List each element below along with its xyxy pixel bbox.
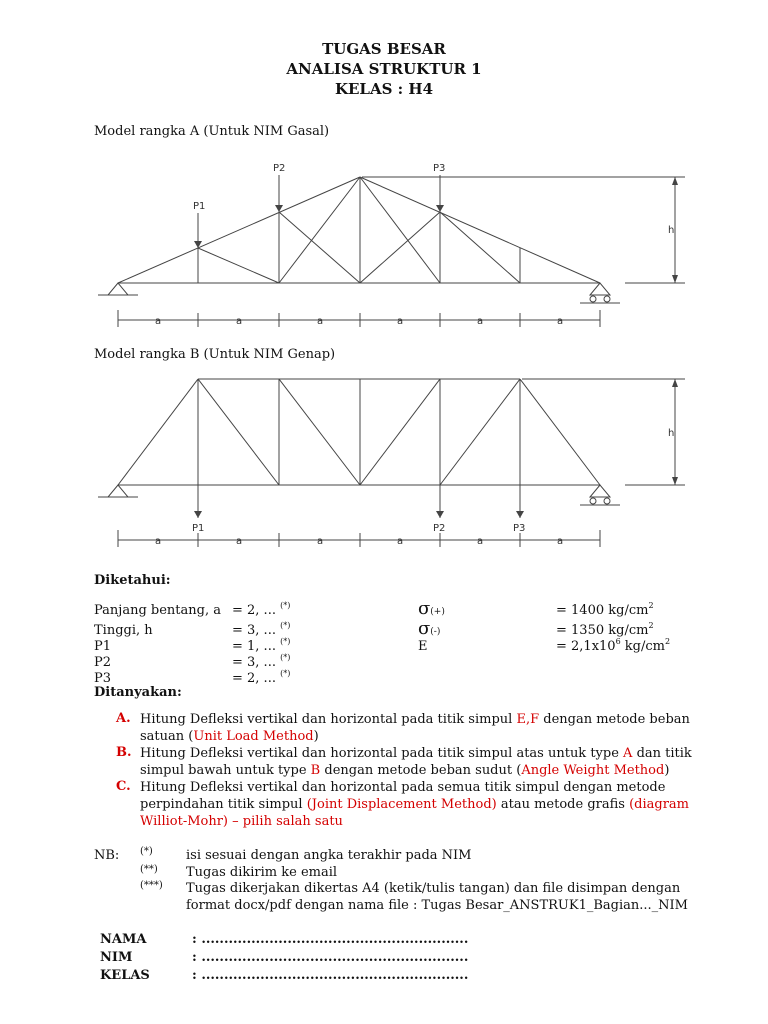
model-b-height-label: h — [668, 428, 675, 439]
modulus-symbol: E — [418, 639, 428, 654]
stress-compression-symbol: σ(-) — [418, 618, 441, 639]
known-label: P1 — [94, 639, 112, 654]
nim-label: NIM — [100, 950, 133, 965]
model-b-caption: Model rangka B (Untuk NIM Genap) — [94, 347, 336, 362]
name-label: NAMA — [100, 932, 147, 947]
question-text: Hitung Defleksi vertikal dan horizontal pada titik simpul E,F dengan metode beban satuan (Unit Load Method) — [140, 712, 690, 744]
note-text: isi sesuai dengan angka terakhir pada NIM — [186, 848, 472, 863]
model-a-load-p3: P3 — [433, 163, 446, 174]
known-label: P3 — [94, 671, 112, 686]
note-text: Tugas dikirim ke email — [186, 865, 338, 880]
model-a-span-label: a — [155, 316, 162, 327]
known-value: = 1, ... (*) — [232, 637, 291, 654]
notes-label: NB: — [94, 848, 120, 863]
class-field[interactable]: : ........................................................... — [192, 968, 469, 983]
known-value: = 3, ... (*) — [232, 621, 291, 638]
known-label: Panjang bentang, a — [94, 603, 221, 618]
model-b-span-label: a — [155, 536, 162, 547]
question-letter: A. — [116, 711, 131, 726]
model-a-span-label: a — [236, 316, 243, 327]
model-a-height-label: h — [668, 225, 675, 236]
note-text: Tugas dikerjakan dikertas A4 (ketik/tulis tangan) dan file disimpan dengan — [186, 881, 681, 896]
note-mark: (*) — [140, 846, 153, 857]
name-field[interactable]: : ........................................................... — [192, 932, 469, 947]
known-label: P2 — [94, 655, 112, 670]
question-letter: C. — [116, 779, 131, 794]
model-a-truss-diagram — [90, 155, 690, 335]
stress-tension-value: = 1400 $kg/cm^2$ — [556, 601, 654, 618]
doc-title-line3: KELAS : H4 — [334, 80, 434, 98]
class-label: KELAS — [100, 968, 150, 983]
model-b-span-label: a — [236, 536, 243, 547]
model-b-span-label: a — [557, 536, 564, 547]
known-label: Tinggi, h — [94, 623, 153, 638]
known-heading: Diketahui: — [94, 573, 171, 588]
model-b-truss-diagram — [90, 370, 690, 550]
nim-field[interactable]: : ........................................................... — [192, 950, 469, 965]
model-a-span-label: a — [317, 316, 324, 327]
model-a-load-p1: P1 — [193, 201, 206, 212]
doc-title-line1: TUGAS BESAR — [322, 40, 446, 58]
model-b-load-p3: P3 — [513, 523, 526, 534]
model-b-load-p2: P2 — [433, 523, 446, 534]
note-mark: (**) — [140, 864, 158, 875]
note-mark: (***) — [140, 880, 163, 891]
model-b-load-p1: P1 — [192, 523, 205, 534]
model-b-span-label: a — [397, 536, 404, 547]
model-b-span-label: a — [477, 536, 484, 547]
question-text: Hitung Defleksi vertikal dan horizontal pada semua titik simpul dengan metode perpindahan titik simpul (Joint Displacement Method) atau metode grafis (diagram Williot-Mohr) – pilih salah satu — [140, 780, 689, 829]
stress-compression-value: = 1350 $kg/cm^2$ — [556, 621, 654, 638]
model-a-span-label: a — [397, 316, 404, 327]
model-a-span-label: a — [557, 316, 564, 327]
known-value: = 2, ... (*) — [232, 669, 291, 686]
asked-heading: Ditanyakan: — [94, 685, 182, 700]
model-a-caption: Model rangka A (Untuk NIM Gasal) — [94, 124, 330, 139]
question-text: Hitung Defleksi vertikal dan horizontal pada titik simpul atas untuk type A dan titik simpul bawah untuk type B dengan metode beban sudut (Angle Weight Method) — [140, 746, 692, 778]
model-a-span-label: a — [477, 316, 484, 327]
known-value: = 2, ... (*) — [232, 601, 291, 618]
stress-tension-symbol: σ(+) — [418, 598, 445, 619]
model-a-load-p2: P2 — [273, 163, 286, 174]
model-b-span-label: a — [317, 536, 324, 547]
note-text: format docx/pdf dengan nama file : Tugas Besar_ANSTRUK1_Bagian..._NIM — [186, 898, 688, 913]
modulus-value: = $2,1x10^6$ $kg/cm^2$ — [556, 637, 671, 654]
question-letter: B. — [116, 745, 132, 760]
known-value: = 3, ... (*) — [232, 653, 291, 670]
doc-title-line2: ANALISA STRUKTUR 1 — [286, 60, 482, 78]
